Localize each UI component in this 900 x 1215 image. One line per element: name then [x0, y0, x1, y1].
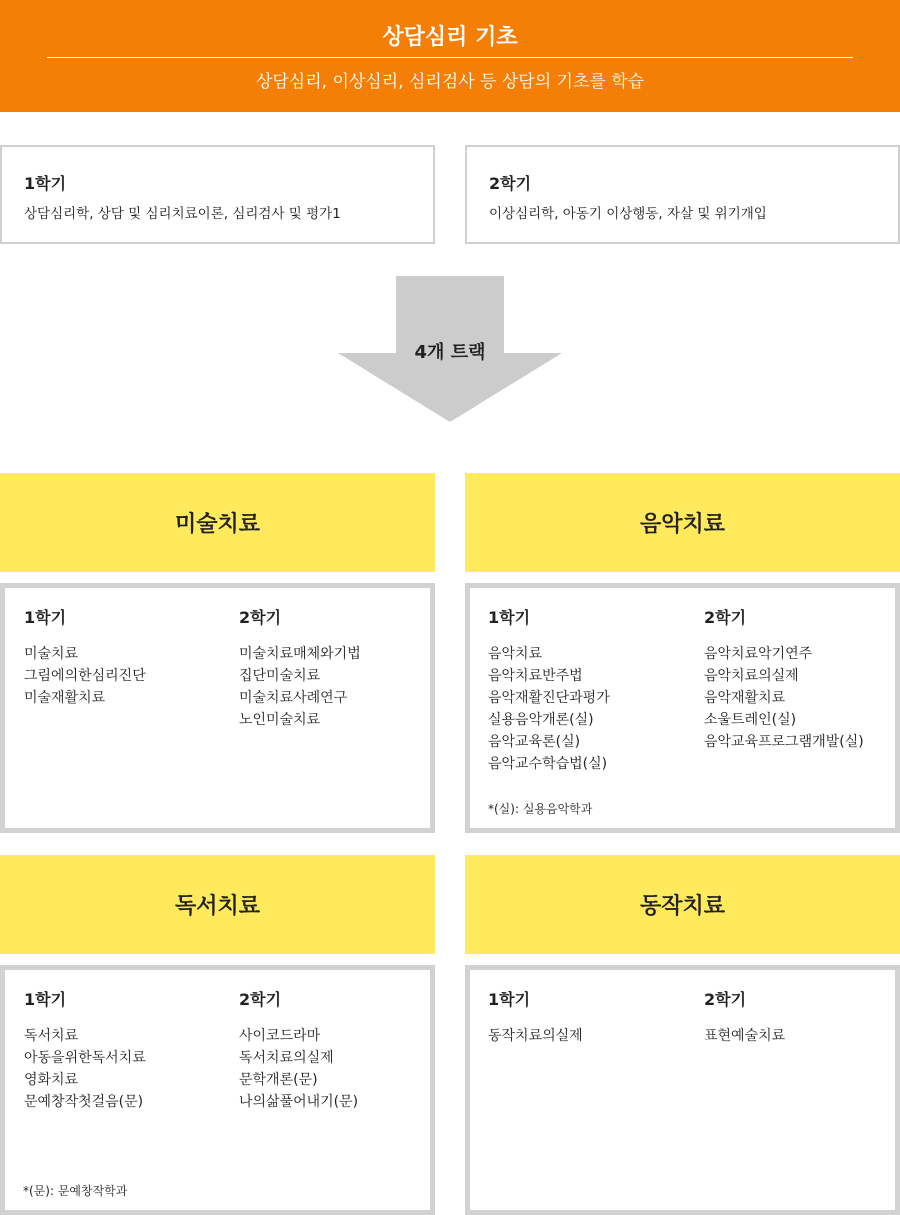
- track-title-art: 미술치료: [0, 473, 435, 572]
- course-item: 독서치료: [24, 1028, 79, 1044]
- course-item: 음악치료: [488, 646, 543, 662]
- course-item: 동작치료의실제: [488, 1028, 583, 1044]
- course-item: 사이코드라마: [239, 1028, 321, 1044]
- movement-semester-1-label: 1학기: [488, 990, 531, 1009]
- course-item: 미술치료매체와기법: [239, 646, 361, 662]
- course-item: 음악치료반주법: [488, 668, 583, 684]
- track-title-music: 음악치료: [465, 473, 900, 572]
- music-semester-2-label: 2학기: [704, 608, 747, 627]
- art-semester-2-list: [239, 643, 361, 731]
- course-item: 아동을위한독서치료: [24, 1050, 146, 1066]
- movement-semester-1-list: [488, 1025, 583, 1047]
- track-box-movement: [465, 965, 900, 1215]
- reading-semester-2-list: [239, 1025, 358, 1113]
- header-subtitle: 상담심리, 이상심리, 심리검사 등 상담의 기초를 학습: [255, 72, 645, 92]
- track-title-reading: 독서치료: [0, 855, 435, 954]
- course-item: 영화치료: [24, 1072, 79, 1088]
- track-box-reading: [0, 965, 435, 1215]
- music-semester-2: [704, 605, 864, 753]
- reading-semester-2-label: 2학기: [239, 990, 282, 1009]
- music-semester-1: [488, 605, 610, 775]
- header-title: 상담심리 기초: [382, 25, 518, 50]
- track-title-movement: 동작치료: [465, 855, 900, 954]
- course-item: 집단미술치료: [239, 668, 321, 684]
- foundation-semester-1-courses: 상담심리학, 상담 및 심리치료이론, 심리검사 및 평가1: [24, 206, 341, 222]
- course-item: 음악교육론(실): [488, 734, 581, 750]
- course-item: 음악치료악기연주: [704, 646, 813, 662]
- course-item: 음악교수학습법(실): [488, 756, 608, 772]
- course-item: 노인미술치료: [239, 712, 321, 728]
- arrow-label: 4개 트랙: [414, 342, 486, 363]
- track-box-art: [0, 583, 435, 833]
- movement-semester-1: [488, 987, 583, 1047]
- music-semester-1-label: 1학기: [488, 608, 531, 627]
- foundation-semester-2: [465, 145, 900, 244]
- header-divider: [47, 57, 853, 58]
- art-semester-1: [24, 605, 146, 709]
- movement-semester-2-label: 2학기: [704, 990, 747, 1009]
- course-item: 소울트레인(실): [704, 712, 797, 728]
- course-item: 음악재활진단과평가: [488, 690, 610, 706]
- foundation-semester-2-courses: 이상심리학, 아동기 이상행동, 자살 및 위기개입: [489, 206, 767, 222]
- track-box-music: [465, 583, 900, 833]
- course-item: 음악치료의실제: [704, 668, 799, 684]
- art-semester-2: [239, 605, 361, 731]
- reading-semester-1-label: 1학기: [24, 990, 67, 1009]
- course-item: 문학개론(문): [239, 1072, 318, 1088]
- course-item: 문예창작첫걸음(문): [24, 1094, 144, 1110]
- reading-footnote: *(문): 문예창작학과: [23, 1184, 128, 1198]
- art-semester-2-label: 2학기: [239, 608, 282, 627]
- header-banner: [0, 0, 900, 112]
- foundation-semester-1: [0, 145, 435, 244]
- music-semester-2-list: [704, 643, 864, 753]
- course-item: 그림에의한심리진단: [24, 668, 146, 684]
- course-item: 미술치료: [24, 646, 79, 662]
- course-item: 음악교육프로그램개발(실): [704, 734, 864, 750]
- movement-semester-2: [704, 987, 785, 1047]
- art-semester-1-label: 1학기: [24, 608, 67, 627]
- course-item: 독서치료의실제: [239, 1050, 334, 1066]
- course-item: 미술치료사례연구: [239, 690, 348, 706]
- art-semester-1-list: [24, 643, 146, 709]
- foundation-semester-1-label: 1학기: [24, 174, 67, 193]
- music-footnote: *(실): 실용음악학과: [488, 802, 593, 816]
- course-item: 음악재활치료: [704, 690, 786, 706]
- foundation-semester-2-label: 2학기: [489, 174, 532, 193]
- reading-semester-2: [239, 987, 358, 1113]
- reading-semester-1-list: [24, 1025, 146, 1113]
- reading-semester-1: [24, 987, 146, 1113]
- movement-semester-2-list: [704, 1025, 785, 1047]
- course-item: 실용음악개론(실): [488, 712, 594, 728]
- music-semester-1-list: [488, 643, 610, 775]
- course-item: 미술재활치료: [24, 690, 106, 706]
- course-item: 나의삶풀어내기(문): [239, 1094, 359, 1110]
- course-item: 표현예술치료: [704, 1028, 786, 1044]
